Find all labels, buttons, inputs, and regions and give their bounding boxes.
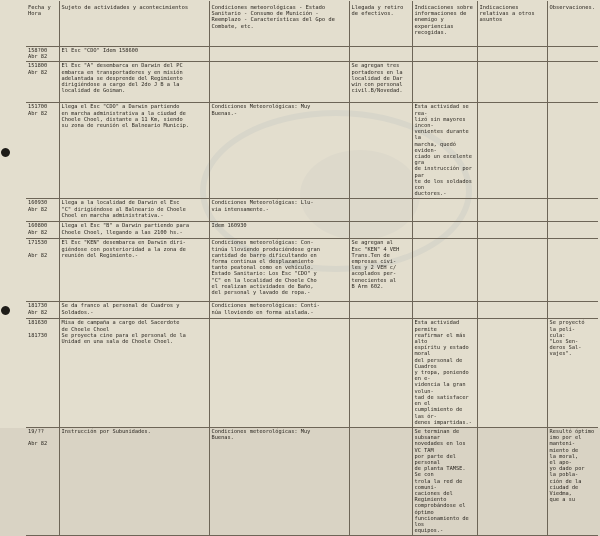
- header-date: Fecha y Hora: [26, 1, 59, 47]
- row-date: 151800 Abr 82: [26, 62, 59, 103]
- table-row: [26, 199, 598, 222]
- table-row: [26, 222, 598, 239]
- row-other: [477, 47, 547, 62]
- row-observations: [547, 47, 598, 62]
- header-other: Indicaciones relativas a otros asuntos: [477, 1, 547, 47]
- row-other: [477, 319, 547, 427]
- row-conditions: [209, 47, 349, 62]
- row-observations: [547, 199, 598, 222]
- row-date: 158?00 Abr 82: [26, 47, 59, 62]
- row-arrivals: Se agregan al Esc "KEN" 4 VEH Trans.Ten de empresas civi- les y 2 VEH c/ acoplados per- tenecientes al B Arm 602.: [349, 239, 412, 302]
- punch-hole: [1, 306, 10, 315]
- row-arrivals: [349, 199, 412, 222]
- row-date: 19/?? Abr 82: [26, 427, 59, 535]
- row-date: 181730 Abr 82: [26, 302, 59, 319]
- row-conditions: [209, 319, 349, 427]
- row-arrivals: [349, 222, 412, 239]
- row-date: 160930 Abr 82: [26, 199, 59, 222]
- header-arrivals: Llegada y retiro de efectivos.: [349, 1, 412, 47]
- row-other: [477, 427, 547, 535]
- row-conditions: Condiciones meteorológicas: Muy Buenas.: [209, 427, 349, 535]
- table-row: [26, 239, 598, 302]
- row-arrivals: [349, 319, 412, 427]
- row-other: [477, 62, 547, 103]
- header-observations: Observaciones.: [547, 1, 598, 47]
- row-activity: El Esc "KEN" desembarca en Darwin diri- giéndose con posterioridad a la zona de reunión del Regimiento.-: [59, 239, 209, 302]
- row-arrivals: [349, 103, 412, 199]
- row-enemy: [412, 302, 477, 319]
- table-row: [26, 62, 598, 103]
- row-enemy: [412, 239, 477, 302]
- row-date: 181630 181730: [26, 319, 59, 427]
- row-conditions: Condiciones meteorológicas: Con- tinúa lloviendo produciéndose gran cantidad de barro dificultando en forma continua el desplazamiento tanto peatonal como en vehículo. Estado Sanitario: Los Esc "CDO" y "C" en la localidad de Choele Cho el realizan actividades de Baño, del personal y lavado de ropa.-: [209, 239, 349, 302]
- punch-hole: [1, 148, 10, 157]
- table-row: [26, 427, 598, 535]
- row-enemy: [412, 47, 477, 62]
- row-activity: El Esc "CDO" Idem 158600: [59, 47, 209, 62]
- table-row: [26, 103, 598, 199]
- row-observations: [547, 239, 598, 302]
- war-diary-table: [26, 1, 598, 536]
- row-activity: Llega el Esc "CDO" a Darwin partiendo en marcha administrativa a la ciudad de Choele Choel, distante a 11 Km, siendo su zona de reunión el Balneario Municip.: [59, 103, 209, 199]
- row-activity: Misa de campaña a cargo del Sacerdote de Choele Choel Se proyecta cine para el personal de la Unidad en una sala de Choele Choel.: [59, 319, 209, 427]
- row-activity: El Esc "A" desembarca en Darwin del PC embarca en transportadores y en misión adelantada se desprende del Regimiento dirigiéndose a cargo del 2do J B a la localidad de Goiman.: [59, 62, 209, 103]
- row-observations: [547, 302, 598, 319]
- row-conditions: Condiciones Meteorológicas: Llu- via intensamente.-: [209, 199, 349, 222]
- row-enemy: [412, 222, 477, 239]
- row-observations: Se proyectó la pelí- cula: "Los Sen- deros Sal- vajes".: [547, 319, 598, 427]
- row-date: 151700 Abr 82: [26, 103, 59, 199]
- row-other: [477, 222, 547, 239]
- row-enemy: [412, 62, 477, 103]
- row-activity: Llega a la localidad de Darwin el Esc "C" dirigiéndose al Balneario de Choele Choel en marcha administrativa.-: [59, 199, 209, 222]
- table-row: [26, 319, 598, 427]
- row-observations: Resultó óptimo imo por el manteni- miento de la moral, el apo- yo dado por la pobla- ción de la ciudad de Viedma, que a su: [547, 427, 598, 535]
- row-date: 171530 Abr 82: [26, 239, 59, 302]
- row-other: [477, 103, 547, 199]
- row-other: [477, 199, 547, 222]
- row-activity: Instrucción por Subunidades.: [59, 427, 209, 535]
- row-enemy: [412, 199, 477, 222]
- row-activity: Se da franco al personal de Cuadros y Soldados.-: [59, 302, 209, 319]
- row-date: 160800 Abr 82: [26, 222, 59, 239]
- row-arrivals: [349, 47, 412, 62]
- row-conditions: Condiciones Meteorológicas: Muy Buenas.-: [209, 103, 349, 199]
- header-enemy: Indicaciones sobre informaciones de enemigo y experiencias recogidas.: [412, 1, 477, 47]
- row-conditions: [209, 62, 349, 103]
- row-enemy: Se terminan de subsanar novedades en los VC TAM por parte del personal de planta TAMSE. Se con trola la red de comuni- caciones del Regimiento comprobándose el óptimo funcionamiento de los equipos.-: [412, 427, 477, 535]
- row-arrivals: Se agregan tres portadores en la localidad de Dar win con personal civil.B/Novedad.: [349, 62, 412, 103]
- row-enemy: Esta actividad se rea- lizó sin mayores incon- venientes durante la marcha, quedó eviden- ciado un excelente gra de instrucción por par te de los soldados con ductores.-: [412, 103, 477, 199]
- row-arrivals: [349, 427, 412, 535]
- row-other: [477, 302, 547, 319]
- row-conditions: Idem 160930: [209, 222, 349, 239]
- row-other: [477, 239, 547, 302]
- row-observations: [547, 103, 598, 199]
- row-arrivals: [349, 302, 412, 319]
- table-row: [26, 47, 598, 62]
- row-observations: [547, 62, 598, 103]
- header-row: [26, 1, 598, 47]
- row-activity: Llega el Esc "B" a Darwin partiendo para Choele Choel, llegando a las 2100 hs.-: [59, 222, 209, 239]
- row-conditions: Condiciones meteorológicas: Contí- núa lloviendo en forma aislada.-: [209, 302, 349, 319]
- row-enemy: Esta actividad permite reafirmar el más alto espíritu y estado moral del personal de Cuadros y tropa, poniendo en e- videncia la gran volun- tad de satisfacer en el cumplimiento de las ór- denes impartidas.-: [412, 319, 477, 427]
- row-observations: [547, 222, 598, 239]
- header-activity: Sujeto de actividades y acontecimientos: [59, 1, 209, 47]
- header-conditions: Condiciones meteorológicas - Estado Sanitario - Consumo de Munición - Reemplazo - Características del Gpo de Combate, etc.: [209, 1, 349, 47]
- table-row: [26, 302, 598, 319]
